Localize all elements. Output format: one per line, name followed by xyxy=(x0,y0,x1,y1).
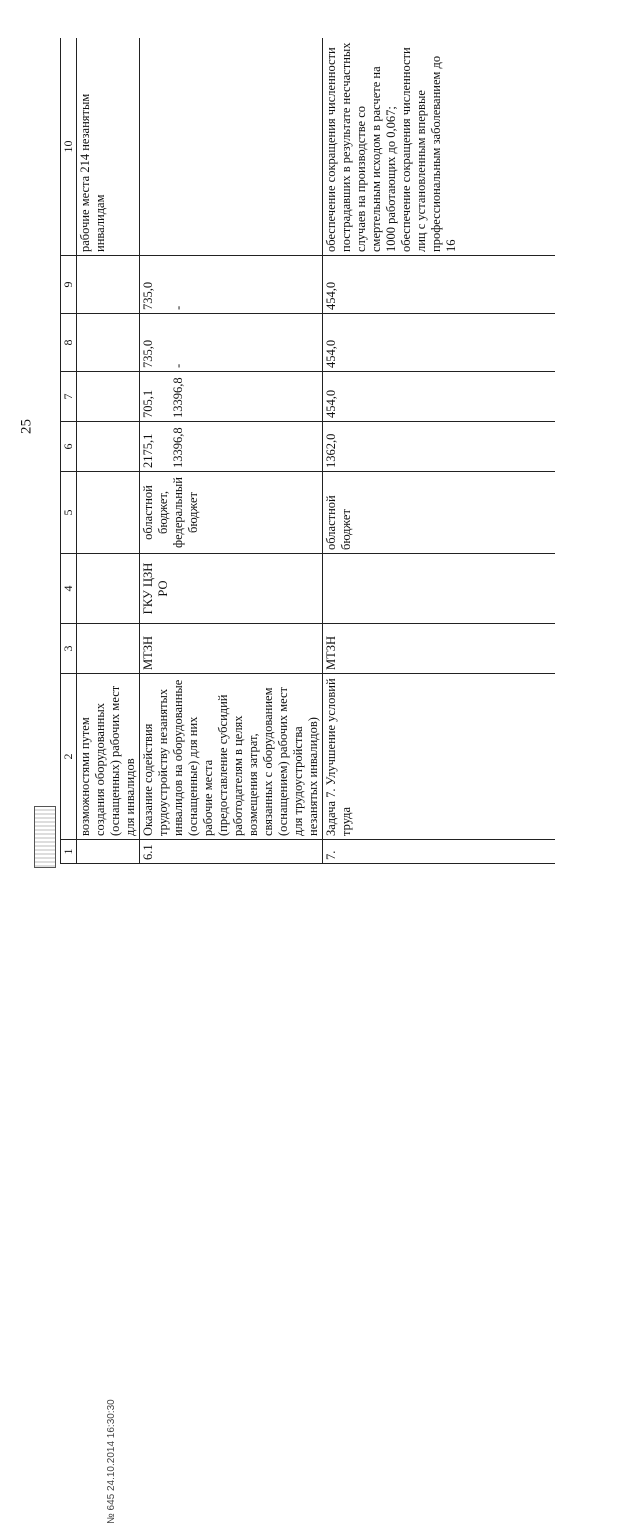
cell-task: Оказание содействия трудоустройству незанятых инвалидов на оборудованные (оснащенные) для них рабочие места (предоставление субсидий работодателям в целях возмещения затрат, связанных с оборудованием (оснащением) рабочих мест для трудоустройства незанятых инвалидов) xyxy=(140,674,323,840)
cell-source: областной бюджет, федеральный бюджет xyxy=(140,472,323,554)
cell-year3 xyxy=(77,256,140,314)
cell-num: 6.1 xyxy=(140,840,323,864)
cell-year1 xyxy=(77,372,140,422)
cell-year2: 735,0 - xyxy=(140,314,323,372)
header-cell: 6 xyxy=(61,422,77,472)
cell-executor: МТЗН xyxy=(323,624,556,674)
document-table-area xyxy=(60,38,555,864)
header-cell: 10 xyxy=(61,38,77,256)
program-table xyxy=(60,38,555,864)
cell-year1: 454,0 xyxy=(323,372,556,422)
cell-total xyxy=(77,422,140,472)
cell-executor: МТЗН xyxy=(140,624,323,674)
header-cell: 3 xyxy=(61,624,77,674)
cell-total: 2175,1 13396,8 xyxy=(140,422,323,472)
cell-year2 xyxy=(77,314,140,372)
table-row xyxy=(323,38,556,864)
header-cell: 2 xyxy=(61,674,77,840)
header-row xyxy=(61,38,77,864)
cell-result xyxy=(140,38,323,256)
cell-source: областной бюджет xyxy=(323,472,556,554)
cell-year2: 454,0 xyxy=(323,314,556,372)
cell-total: 1362,0 xyxy=(323,422,556,472)
cell-num: 7. xyxy=(323,840,556,864)
cell-source xyxy=(77,472,140,554)
cell-task: возможностями путем создания оборудованных (оснащенных) рабочих мест для инвалидов xyxy=(77,674,140,840)
cell-participant xyxy=(77,554,140,624)
cell-participant xyxy=(323,554,556,624)
cell-year3: 454,0 xyxy=(323,256,556,314)
table-row xyxy=(140,38,323,864)
seal-stamp xyxy=(34,806,56,868)
cell-year1: 705,1 13396,8 xyxy=(140,372,323,422)
header-cell: 5 xyxy=(61,472,77,554)
table-row xyxy=(77,38,140,864)
header-cell: 9 xyxy=(61,256,77,314)
cell-result: рабочие места 214 незанятым инвалидам xyxy=(77,38,140,256)
page-number: 25 xyxy=(18,419,35,434)
cell-executor xyxy=(77,624,140,674)
cell-task: Задача 7. Улучшение условий труда xyxy=(323,674,556,840)
header-cell: 1 xyxy=(61,840,77,864)
header-cell: 8 xyxy=(61,314,77,372)
cell-result: обеспечение сокращения численности пострадавших в результате несчастных случаев на производстве со смертельным исходом в расчете на 1000 работающих до 0,067; обеспечение сокращения численности лиц с установленным впервые профессиональным заболеванием до 16 xyxy=(323,38,556,256)
header-cell: 4 xyxy=(61,554,77,624)
header-cell: 7 xyxy=(61,372,77,422)
footer-registration-stamp: № 645 24.10.2014 16:30:30 xyxy=(106,1399,117,1524)
cell-participant: ГКУ ЦЗН РО xyxy=(140,554,323,624)
cell-num xyxy=(77,840,140,864)
cell-year3: 735,0 - xyxy=(140,256,323,314)
